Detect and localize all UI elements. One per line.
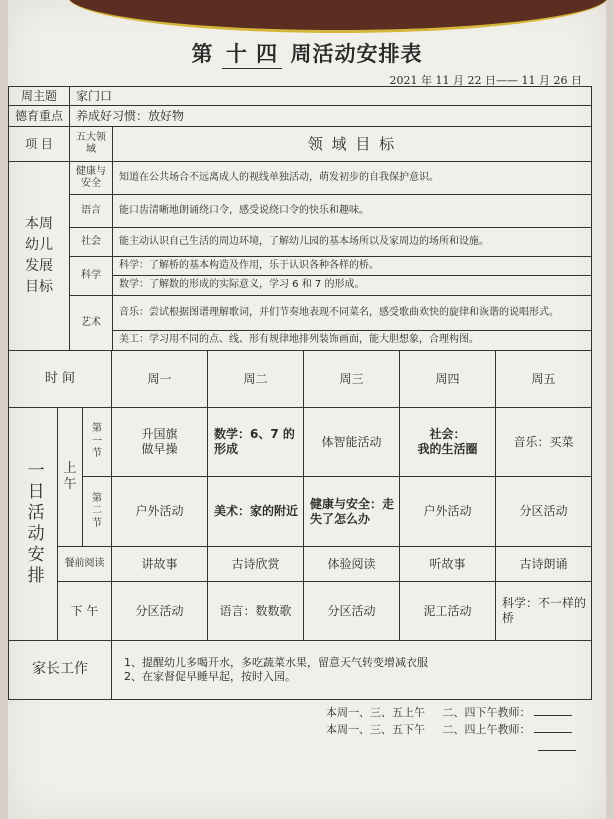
domain-science: 科学 [69, 256, 113, 296]
page-title [8, 38, 606, 69]
pm-wed: 分区活动 [303, 581, 400, 641]
title-prefix: 第 [191, 41, 214, 66]
afternoon-label: 下 午 [57, 581, 112, 641]
s2-tue: 美术：家的附近 [207, 476, 304, 547]
reading-mon: 讲故事 [111, 546, 208, 582]
day-fri: 周五 [495, 350, 592, 408]
s1-tue: 数学：6、7 的形成 [207, 407, 304, 477]
footer-line-1b: 二、四下午教师： [442, 706, 531, 719]
theme-value: 家门口 [69, 86, 592, 106]
day-tue: 周二 [207, 350, 304, 408]
daily-activity-side [8, 407, 58, 641]
parents-content [111, 640, 592, 700]
daily-activity-label: 一日活动安排 [23, 461, 44, 587]
section-one-label: 第一节 [82, 407, 112, 477]
footer-line-2a: 本周一、三、五下午 [326, 723, 425, 736]
reading-label: 餐前阅读 [57, 546, 112, 582]
moral-value: 养成好习惯：放好物 [69, 105, 592, 127]
parents-item-1: 1、提醒幼儿多喝开水，多吃蔬菜水果，留意天气转变增减衣服 [124, 656, 428, 670]
footer-line-2b: 二、四上午教师： [442, 723, 531, 736]
day-wed: 周三 [303, 350, 400, 408]
reading-thu: 听故事 [399, 546, 496, 582]
reading-tue: 古诗欣赏 [207, 546, 304, 582]
target-math: 数学：了解数的形成的实际意义，学习 6 和 7 的形成。 [112, 275, 592, 296]
day-mon: 周一 [111, 350, 208, 408]
footer-line-2 [326, 721, 572, 737]
pm-fri: 科学：不一样的桥 [495, 581, 592, 641]
s1-mon: 升国旗 做早操 [111, 407, 208, 477]
target-social: 能主动认识自己生活的周边环境，了解幼儿园的基本场所以及家周边的场所和设施。 [112, 227, 592, 257]
s2-thu: 户外活动 [399, 476, 496, 547]
reading-fri: 古诗朗诵 [495, 546, 592, 582]
target-music: 音乐：尝试根据图谱理解歌词，并们节奏地表现不同菜名，感受歌曲欢快的旋律和诙谐的说唱形式。 [112, 295, 592, 331]
title-suffix: 周活动安排表 [290, 41, 423, 66]
goals-side-label: 本周幼儿发展目标 [8, 161, 70, 351]
domain-language: 语言 [69, 194, 113, 228]
extra-signature-line [538, 750, 576, 751]
title-week-number: 十 四 [222, 38, 282, 69]
parents-label: 家长工作 [8, 640, 112, 700]
domain-social: 社会 [69, 227, 113, 257]
day-thu: 周四 [399, 350, 496, 408]
fabric-edge [68, 0, 608, 33]
target-health: 知道在公共场合不远离成人的视线单独活动，萌发初步的自我保护意识。 [112, 161, 592, 195]
teacher-signature-line-2 [534, 732, 572, 733]
domain-health: 健康与安全 [69, 161, 113, 195]
parents-item-2: 2、在家督促早睡早起，按时入园。 [124, 670, 296, 683]
target-crafts: 美工：学习用不同的点、线、形有规律地排列装饰画面，能大胆想象，合理构图。 [112, 330, 592, 351]
teacher-signature-line-1 [534, 715, 572, 716]
domains-header: 五大领域 [69, 126, 113, 162]
time-header: 时 间 [8, 350, 112, 408]
moral-label: 德育重点 [8, 105, 70, 127]
s2-wed: 健康与安全：走失了怎么办 [303, 476, 400, 547]
project-header: 项 目 [8, 126, 70, 162]
theme-label: 周主题 [8, 86, 70, 106]
s2-fri: 分区活动 [495, 476, 592, 547]
targets-header: 领 域 目 标 [112, 126, 592, 162]
s1-wed: 体智能活动 [303, 407, 400, 477]
date-range: 2021 年 11 月 22 日—— 11 月 26 日 [389, 74, 582, 87]
footer-line-1 [326, 704, 572, 720]
domain-art: 艺术 [69, 295, 113, 351]
morning-label: 上午 [57, 407, 83, 547]
pm-mon: 分区活动 [111, 581, 208, 641]
s1-fri: 音乐：买菜 [495, 407, 592, 477]
pm-thu: 泥工活动 [399, 581, 496, 641]
section-two-label: 第二节 [82, 476, 112, 547]
target-science: 科学：了解桥的基本构造及作用，乐于认识各种各样的桥。 [112, 256, 592, 276]
target-language: 能口齿清晰地朗诵绕口令，感受说绕口令的快乐和趣味。 [112, 194, 592, 228]
footer-line-1a: 本周一、三、五上午 [326, 706, 425, 719]
reading-wed: 体验阅读 [303, 546, 400, 582]
schedule-sheet [8, 0, 606, 819]
s2-mon: 户外活动 [111, 476, 208, 547]
pm-tue: 语言：数数歌 [207, 581, 304, 641]
s1-thu: 社会： 我的生活圈 [399, 407, 496, 477]
